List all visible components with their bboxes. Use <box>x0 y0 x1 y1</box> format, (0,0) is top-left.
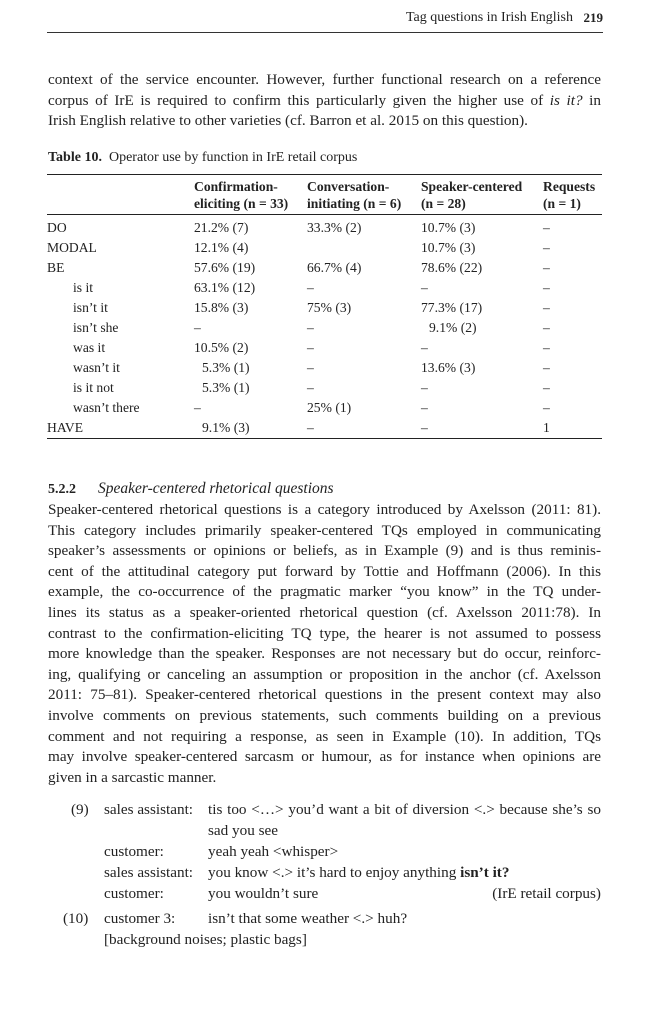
text-line: involve comments on previous statements, such comments building on a previous <box>48 706 601 724</box>
table-row <box>47 418 602 439</box>
cell: 66.7% (4) <box>307 260 362 275</box>
row-label: isn’t she <box>73 320 119 335</box>
table-row <box>47 378 602 398</box>
text-line: Speaker-centered rhetorical questions is a category introduced by Axelsson (2011: 81). <box>48 501 601 518</box>
running-title: Tag questions in Irish English <box>405 10 573 25</box>
cell: 12.1% (4) <box>194 240 249 255</box>
cell: – <box>543 240 550 255</box>
cell: 10.5% (2) <box>194 340 249 355</box>
row-label: is it not <box>73 380 114 395</box>
body-paragraph <box>48 500 601 788</box>
table-row <box>47 338 602 358</box>
row-label: wasn’t there <box>73 400 140 415</box>
table-caption <box>48 150 357 166</box>
text-line: Irish English relative to other varieties (cf. Barron et al. 2015 on this question). <box>48 112 528 130</box>
table-row <box>47 278 602 298</box>
utterance: you wouldn’t sure <box>208 885 319 902</box>
table-row <box>47 298 602 318</box>
running-header <box>47 8 603 33</box>
cell: 21.2% (7) <box>194 220 249 235</box>
text-line: 2011: 75–81). Speaker-centered rhetorical questions in the present context may also <box>48 686 601 704</box>
text-line: lines its status as a speaker-oriented rhetorical question (cf. Axelsson 2011:78). In <box>48 603 601 621</box>
cell: – <box>543 280 550 295</box>
cell: – <box>307 380 314 395</box>
text-line: example, the co-occurrence of the pragmatic marker “you know” in the TQ under- <box>48 583 601 601</box>
speaker-label: customer: <box>104 843 164 860</box>
cell: 1 <box>543 420 550 435</box>
table-row <box>47 318 602 338</box>
cell: – <box>543 380 550 395</box>
speaker-label: sales assistant: <box>104 864 194 881</box>
column-header-speaker: Speaker-centered (n = 28) <box>421 179 523 211</box>
table-caption-label: Table 10. <box>48 150 102 165</box>
cell: – <box>421 380 428 395</box>
cell: 5.3% (1) <box>202 360 250 375</box>
utterance: sad you see <box>208 822 279 839</box>
section-heading <box>48 480 334 498</box>
cell: – <box>307 360 314 375</box>
text-line: more knowledge than the speaker. Responses are not necessary but do occur, reinforc- <box>48 645 601 663</box>
cell: – <box>421 340 428 355</box>
cell: 77.3% (17) <box>421 300 483 315</box>
text-line: corpus of IrE is required to confirm this particularly given the higher use of is it? in <box>48 91 601 109</box>
table-caption-text: Operator use by function in IrE retail corpus <box>108 150 358 165</box>
utterance: yeah yeah <whisper> <box>208 843 339 860</box>
text-line: contrast to the confirmation-eliciting TQ type, the hearer is not assumed to possess <box>48 624 601 642</box>
cell: 78.6% (22) <box>421 260 483 275</box>
text-line: ing, qualifying or canceling an assumption or proposition in the anchor (cf. Axelsson <box>48 665 601 683</box>
text-line: comment and not requiring a response, as seen in Example (10). In addition, TQs <box>48 727 601 745</box>
cell: – <box>543 360 550 375</box>
corpus-source: (IrE retail corpus) <box>492 885 601 902</box>
example-number: (10) <box>63 910 89 927</box>
utterance: tis too <…> you’d want a bit of diversion <.> because she’s so <box>208 801 601 818</box>
cell: – <box>543 300 550 315</box>
speaker-label: customer 3: <box>104 910 176 927</box>
cell: 10.7% (3) <box>421 240 476 255</box>
cell: 75% (3) <box>307 300 352 315</box>
table-row <box>47 398 602 418</box>
column-header-conversation: Conversation- initiating (n = 6) <box>307 179 402 211</box>
table-row <box>47 258 602 278</box>
text-line: cent of the attitudinal category put forward by Tottie and Hoffmann (2006). In this <box>48 562 601 580</box>
cell: – <box>543 340 550 355</box>
row-label: wasn’t it <box>73 360 120 375</box>
speaker-label: sales assistant: <box>104 801 194 818</box>
table-row <box>47 238 602 258</box>
cell: – <box>307 340 314 355</box>
cell: 57.6% (19) <box>194 260 256 275</box>
cell: – <box>307 280 314 295</box>
cell: 25% (1) <box>307 400 352 415</box>
cell: – <box>543 220 550 235</box>
row-label: was it <box>73 340 106 355</box>
table-header-row <box>47 175 602 215</box>
text-line: speaker’s assessments or opinions or beliefs, as in Example (9) and is thus reminis- <box>48 542 601 560</box>
utterance: you know <.> it’s hard to enjoy anything isn’t it? <box>208 864 510 881</box>
cell: 15.8% (3) <box>194 300 249 315</box>
cell: – <box>194 400 201 415</box>
row-label: HAVE <box>47 420 84 435</box>
cell: – <box>543 260 550 275</box>
row-label: MODAL <box>47 240 97 255</box>
text-line: given in a sarcastic manner. <box>48 768 217 786</box>
row-label: is it <box>73 280 94 295</box>
cell: 33.3% (2) <box>307 220 362 235</box>
cell: – <box>194 320 201 335</box>
example-10 <box>0 909 650 954</box>
row-label: BE <box>47 260 65 275</box>
table-row <box>47 215 602 239</box>
section-number: 5.2.2 <box>48 482 76 497</box>
cell: 9.1% (2) <box>429 320 477 335</box>
example-number: (9) <box>71 801 89 818</box>
speaker-label: customer: <box>104 885 164 902</box>
tag-question: isn’t it? <box>460 864 510 881</box>
cell: – <box>421 280 428 295</box>
column-header-requests: Requests (n = 1) <box>543 179 596 211</box>
cell: 9.1% (3) <box>202 420 250 435</box>
row-label: isn’t it <box>73 300 108 315</box>
cell: 13.6% (3) <box>421 360 476 375</box>
row-label: DO <box>47 220 67 235</box>
italic-term: is it? <box>549 91 583 109</box>
text-line: context of the service encounter. However, further functional research on a reference <box>48 71 601 88</box>
cell: 63.1% (12) <box>194 280 256 295</box>
context-note: [background noises; plastic bags] <box>104 931 307 948</box>
intro-paragraph <box>48 70 601 132</box>
table-row <box>47 358 602 378</box>
section-title: Speaker-centered rhetorical questions <box>98 480 334 497</box>
cell: – <box>307 320 314 335</box>
cell <box>307 238 421 258</box>
cell: – <box>543 400 550 415</box>
operator-table <box>47 174 602 439</box>
column-header-confirmation: Confirmation- eliciting (n = 33) <box>194 179 289 211</box>
text-line: This category includes primarily speaker-centered TQs employed in communicating <box>48 521 601 539</box>
example-9 <box>0 800 650 905</box>
cell: – <box>421 420 428 435</box>
cell: – <box>421 400 428 415</box>
utterance: isn’t that some weather <.> huh? <box>208 910 408 927</box>
text-line: may involve speaker-centered sarcasm or humour, as for instance when opinions are <box>48 748 601 766</box>
page-number: 219 <box>583 10 603 25</box>
cell: – <box>307 420 314 435</box>
cell: – <box>543 320 550 335</box>
cell: 5.3% (1) <box>202 380 250 395</box>
column-header <box>47 175 194 215</box>
cell: 10.7% (3) <box>421 220 476 235</box>
